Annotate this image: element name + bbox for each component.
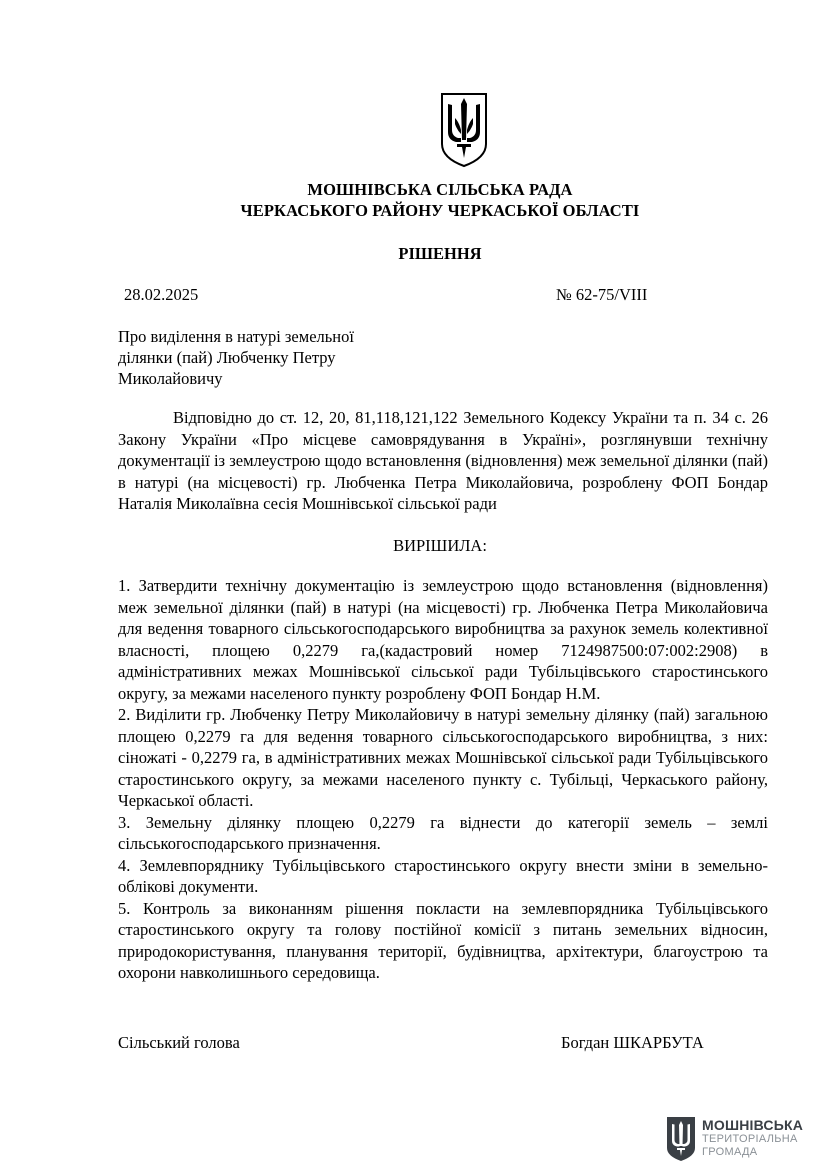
subject-block	[118, 326, 418, 389]
trident-icon	[439, 92, 489, 168]
subject-line: Миколайовичу	[118, 369, 223, 388]
decision-item: 2. Виділити гр. Любченку Петру Миколайовичу в натурі земельну ділянку (пай) загальною площею 0,2279 га для ведення товарного сільськогосподарського виробництва, з них: сіножаті - 0,2279 га, в адміністративних межах Мошнівської сільської ради Тубільцівського старостинського округу, за межами населеного пункту с. Тубільці, Черкаського району, Черкаської області.	[118, 705, 768, 810]
decision-item: 4. Землевпоряднику Тубільцівського старостинського округу внести зміни в земельно-облікові документи.	[118, 855, 768, 896]
document-type: РІШЕННЯ	[398, 244, 482, 263]
signature-name: Богдан ШКАРБУТА	[561, 1033, 704, 1052]
decision-item: 5. Контроль за виконанням рішення покласти на землевпорядника Тубільцівського старостинського округу та голову постійної комісії з питань земельних відносин, природокористування, планування території, будівництва, архітектури, благоустрою та охорони навколишнього середовища.	[118, 898, 768, 982]
resolved-heading: ВИРІШИЛА:	[393, 536, 487, 555]
logo-text-line2: ТЕРИТОРІАЛЬНА	[702, 1133, 798, 1145]
subject-line: Про виділення в натурі земельної	[118, 327, 354, 346]
decision-item: 1. Затвердити технічну документацію із землеустрою щодо встановлення (відновлення) меж земельної ділянки (пай) в натурі (на місцевості) гр. Любченка Петра Миколайовича для ведення товарного сільськогосподарського виробництва за рахунок земель колективної власності, площею 0,2279 га,(кадастровий номер 7124987500:07:002:2908) в адміністративних межах Мошнівської сільської ради Тубільцівського старостинського округу, за межами населеного пункту розроблену ФОП Бондар Н.М.	[118, 576, 768, 703]
document-date: 28.02.2025	[124, 285, 199, 304]
preamble-paragraph: Відповідно до ст. 12, 20, 81,118,121,122 Земельного Кодексу України та п. 34 с. 26 Закону України «Про місцеве самоврядування в Україні», розглянувши технічну документації із землеустрою щодо встановлення (відновлення) меж земельної ділянки (пай) в натурі (на місцевості) гр. Любченка Петра Миколайовича, розроблену ФОП Бондар Наталія Миколаївна сесія Мошнівської сільської ради	[118, 408, 768, 513]
community-logo	[666, 1116, 816, 1162]
subject-line: ділянки (пай) Любченку Петру	[118, 348, 336, 367]
trident-logo-icon	[666, 1116, 696, 1162]
decision-items	[118, 575, 768, 984]
org-name-line2: ЧЕРКАСЬКОГО РАЙОНУ ЧЕРКАСЬКОЇ ОБЛАСТІ	[240, 201, 640, 220]
logo-text-line3: ГРОМАДА	[702, 1146, 758, 1158]
document-number: № 62-75/VIII	[556, 285, 648, 304]
org-name-line1: МОШНІВСЬКА СІЛЬСЬКА РАДА	[307, 180, 573, 199]
signature-title: Сільський голова	[118, 1033, 240, 1052]
logo-text-line1: МОШНІВСЬКА	[702, 1117, 804, 1133]
decision-item: 3. Земельну ділянку площею 0,2279 га віднести до категорії земель – землі сільськогосподарського призначення.	[118, 812, 768, 853]
